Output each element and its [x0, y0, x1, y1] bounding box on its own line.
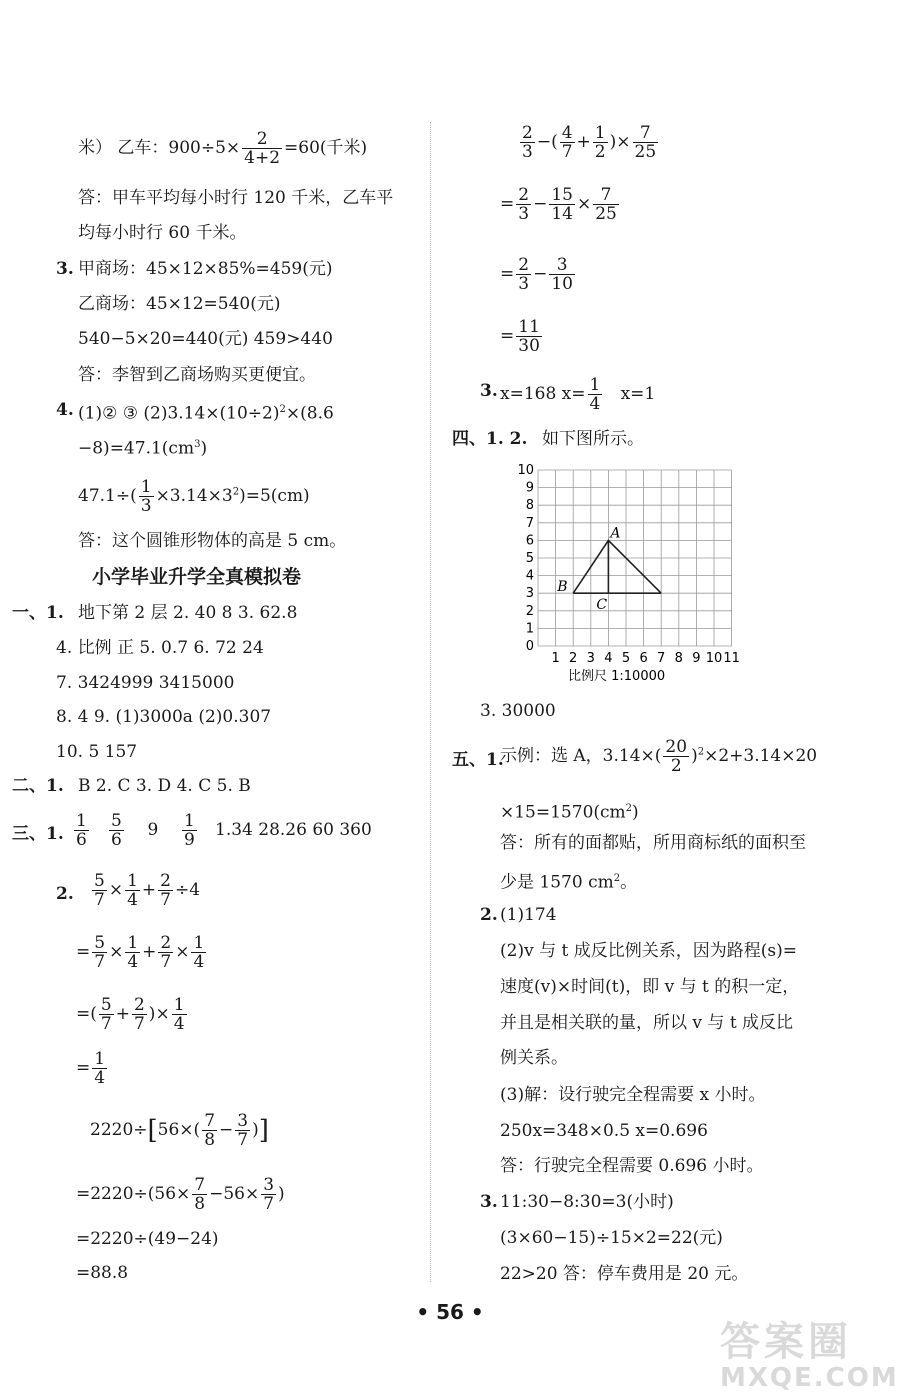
numerator: 3 [263, 1175, 275, 1195]
question-number: 3. [56, 259, 74, 279]
fraction [132, 996, 147, 1033]
superscript: 2 [279, 404, 286, 415]
right-q2-e: 例关系。 [500, 1048, 568, 1068]
denominator: 2 [670, 756, 682, 776]
fraction [520, 124, 535, 161]
axis-labels [517, 463, 739, 666]
triangle-lines [573, 540, 661, 593]
denominator: 4 [127, 890, 138, 910]
denominator: 14 [551, 204, 573, 224]
fraction [633, 124, 659, 161]
text: =( [76, 1004, 97, 1024]
numerator: 3 [237, 1111, 249, 1131]
text: =2220÷(56× [76, 1184, 191, 1204]
numerator: 7 [593, 186, 619, 205]
page-number: • 56 • [416, 1300, 484, 1324]
numerator: 1 [594, 123, 606, 143]
denominator: 6 [76, 830, 87, 850]
x-tick-label: 5 [621, 651, 631, 666]
right-expr-2: = $\frac{2}{3}$ − $\frac{15}{14}$ × $\frac{7}{25}$ [500, 185, 617, 224]
numerator: 4 [561, 123, 573, 143]
superscript: 3 [194, 439, 201, 450]
point-b-label: B [557, 579, 568, 596]
right-q2-a: (1)174 [500, 905, 557, 925]
denominator: 6 [111, 830, 122, 850]
y-tick-label: 2 [525, 603, 534, 619]
numerator: 1 [140, 477, 152, 497]
numerator: 7 [633, 124, 659, 143]
fraction [516, 186, 531, 223]
left-q3-a: 甲商场：45×12×85%=459(元) [78, 259, 333, 279]
section-marker: 五、1. [452, 750, 504, 770]
left-line-2: 答：甲车平均每小时行 120 千米，乙车平 [78, 188, 394, 208]
question-number: 3. [480, 381, 498, 401]
denominator: 25 [634, 142, 657, 162]
numerator: 5 [100, 995, 112, 1015]
expr-line-6: =2220÷(56× $\frac{7}{8}$ −56× $\frac{3}{7}$ ) [76, 1175, 285, 1214]
y-tick-label: 5 [525, 551, 534, 566]
text: (1)② ③ (2)3.14×(10÷2) [78, 403, 280, 424]
denominator: 10 [551, 274, 573, 294]
text: 56×( [157, 1120, 201, 1140]
y-tick-label: 1 [525, 621, 534, 637]
question-number: 3. [480, 1192, 498, 1212]
denominator: 7 [263, 1194, 275, 1214]
section-marker: 四、1. 2. [452, 429, 528, 449]
watermark-text: 答案圈 [720, 1319, 852, 1365]
numerator: 7 [194, 1175, 206, 1195]
text: 9 [147, 820, 159, 840]
x-tick-label: 2 [569, 651, 578, 666]
fraction [549, 186, 575, 223]
s1-row-2: 4. 比例 正 5. 0.7 6. 72 24 [56, 638, 264, 658]
denominator: 8 [204, 1130, 216, 1150]
denominator: 4 [127, 952, 139, 972]
question-number: 2. [480, 905, 498, 925]
text: + [141, 880, 157, 900]
numerator: 1 [183, 811, 195, 831]
x-tick-label: 7 [657, 651, 666, 666]
fraction [593, 186, 619, 223]
denominator: 30 [518, 336, 540, 356]
text: ×2+3.14×20 [704, 746, 818, 766]
numerator: 15 [551, 185, 573, 205]
text: ×15=1570(cm [500, 802, 626, 823]
text: × [108, 880, 124, 900]
x-tick-label: 11 [723, 651, 740, 666]
denominator: 25 [595, 204, 617, 224]
left-q4-d: 答：这个圆锥形物体的高是 5 cm。 [78, 531, 347, 551]
fraction [516, 256, 531, 293]
numerator: 1 [76, 811, 87, 831]
text: ÷4 [174, 880, 201, 900]
text: x=1 [620, 384, 656, 404]
denominator: 7 [100, 1014, 112, 1034]
point-a-label: A [610, 525, 621, 542]
denominator: 3 [518, 274, 530, 294]
denominator: 3 [522, 142, 533, 162]
expr-line-7: =2220÷(49−24) [76, 1229, 219, 1249]
x-tick-label: 8 [674, 651, 683, 666]
numerator: 1 [173, 995, 185, 1015]
superscript: 2 [697, 746, 705, 758]
expr-line-5: 2220÷[56×( $\frac{7}{8}$ − $\frac{3}{7}$ )] [90, 1111, 269, 1150]
fraction [74, 812, 89, 849]
left-line-1 [78, 130, 367, 167]
text: =60(千米) [284, 138, 368, 158]
numerator: 1 [589, 375, 601, 395]
denominator: 7 [94, 952, 106, 972]
denominator: 7 [237, 1130, 249, 1150]
right-q2-c: 速度(v)×时间(t)，即 v 与 t 的积一定， [500, 977, 800, 997]
right-q3b-c: 22>20 答：停车费用是 20 元。 [500, 1264, 749, 1284]
fraction [125, 934, 140, 971]
numerator: 3 [549, 256, 575, 275]
fraction [663, 738, 689, 775]
y-tick-label: 9 [525, 480, 534, 496]
text: ) [632, 802, 639, 823]
denominator: 4 [193, 952, 205, 972]
coordinate-grid [512, 462, 752, 692]
fraction [109, 812, 124, 849]
numerator: 2 [242, 130, 282, 149]
numerator: 5 [94, 871, 105, 891]
text: 示例：选 A，3.14×( [500, 746, 662, 766]
denominator: 4 [173, 1014, 185, 1034]
section-title: 小学毕业升学全真模拟卷 [92, 566, 302, 588]
right-expr-3: = $\frac{2}{3}$ − $\frac{3}{10}$ [500, 255, 573, 294]
section-marker: 三、1. [12, 824, 64, 844]
y-tick-label: 0 [525, 639, 534, 654]
y-tick-label: 8 [525, 498, 534, 514]
x-tick-label: 3 [586, 651, 595, 666]
fraction [593, 124, 608, 161]
text: × [155, 1004, 170, 1024]
text: 少是 1570 cm [500, 872, 614, 893]
right-q3b-b: (3×60−15)÷15×2=22(元) [500, 1228, 723, 1248]
fraction [588, 376, 603, 413]
numerator: 1 [127, 871, 138, 891]
s2-row: B 2. C 3. D 4. C 5. B [78, 776, 251, 796]
fraction [92, 872, 107, 909]
fraction [560, 124, 575, 161]
denominator: 7 [160, 952, 172, 972]
text: x=168 x= [500, 384, 586, 404]
denominator: 7 [133, 1014, 145, 1034]
right-q2-h: 答：行驶完全程需要 0.696 小时。 [500, 1156, 764, 1176]
text: ×3.14×3 [155, 486, 233, 506]
numerator: 7 [204, 1111, 216, 1131]
numerator: 1 [127, 933, 139, 953]
numerator: 2 [518, 185, 530, 205]
superscript: 2 [613, 873, 621, 884]
x-tick-label: 10 [705, 651, 723, 666]
y-tick-label: 10 [517, 463, 534, 478]
left-line-3: 均每小时行 60 千米。 [78, 223, 247, 243]
watermark [720, 1310, 899, 1393]
x-tick-label: 1 [551, 651, 560, 666]
s1-row-3: 7. 3424999 3415000 [56, 673, 235, 693]
numerator: 2 [518, 255, 530, 275]
fraction [139, 478, 154, 515]
text: = [76, 942, 91, 962]
fraction [261, 1176, 276, 1213]
text: −56× [209, 1184, 260, 1204]
numerator: 1 [193, 933, 205, 953]
right-s4-text: 如下图所示。 [542, 429, 644, 449]
text: 2220÷ [90, 1120, 148, 1140]
left-q3-c: 540−5×20=440(元) 459>440 [78, 329, 333, 349]
text: × [175, 942, 190, 962]
fraction [92, 934, 107, 971]
right-q2-f: (3)解：设行驶完全程需要 x 小时。 [500, 1085, 766, 1105]
text: −8)=47.1(cm [78, 438, 195, 459]
expr-line-3: =( $\frac{5}{7}$ + $\frac{2}{7}$ )× $\frac{1}{4}$ [76, 995, 185, 1034]
left-q3-b: 乙商场：45×12=540(元) [78, 294, 281, 314]
y-tick-label: 6 [525, 533, 534, 549]
fraction [125, 872, 140, 909]
fraction [549, 256, 575, 293]
fraction [202, 1112, 217, 1149]
denominator: 7 [94, 890, 105, 910]
denominator: 4+2 [244, 148, 281, 168]
x-tick-label: 4 [604, 651, 613, 666]
fraction [191, 934, 206, 971]
expr-line-8: =88.8 [76, 1263, 129, 1283]
right-q3 [500, 376, 655, 413]
text: 1.34 28.26 60 360 [215, 820, 372, 840]
expr-line-4 [76, 1050, 109, 1087]
right-q2-g: 250x=348×0.5 x=0.696 [500, 1121, 708, 1141]
left-q4-a [78, 399, 334, 425]
s3-row-1 [72, 812, 372, 849]
fraction [99, 996, 114, 1033]
fraction [235, 1112, 250, 1149]
text: ) [200, 438, 208, 459]
fraction [516, 318, 542, 355]
expr-line-1 [90, 872, 200, 909]
y-tick-label: 4 [525, 568, 534, 584]
denominator: 2 [594, 142, 606, 162]
watermark-url: MXQE.COM [720, 1363, 899, 1393]
left-q4-b [78, 434, 207, 460]
text: )=5(cm) [239, 486, 310, 506]
denominator: 4 [94, 1068, 106, 1088]
s1-row-5: 10. 5 157 [56, 742, 138, 762]
fraction [182, 812, 197, 849]
text: 47.1÷( [78, 486, 137, 506]
right-q2-d: 并且是相关联的量，所以 v 与 t 成反比 [500, 1013, 794, 1033]
right-s5-b [500, 798, 639, 824]
grid-lines [538, 470, 732, 646]
fraction [192, 1176, 207, 1213]
text: × [109, 942, 124, 962]
text: + [115, 1004, 130, 1024]
question-number: 2. [56, 884, 74, 904]
numerator: 2 [160, 871, 171, 891]
text: + [142, 942, 157, 962]
text: 米） 乙车：900÷5× [78, 138, 241, 158]
superscript: 2 [232, 486, 240, 498]
s1-row-4: 8. 4 9. (1)3000a (2)0.307 [56, 707, 272, 727]
numerator: 20 [665, 737, 688, 757]
section-marker: 二、1. [12, 776, 64, 796]
numerator: 2 [133, 995, 145, 1015]
right-s5-a: 示例：选 A，3.14×( $\frac{20}{2}$ )$^2$×2+3.14×20 [500, 737, 818, 776]
x-tick-label: 9 [692, 651, 701, 666]
denominator: 4 [589, 394, 601, 414]
fraction [92, 1050, 107, 1087]
denominator: 7 [160, 890, 171, 910]
left-q4-c [78, 478, 310, 515]
column-divider [430, 122, 431, 1282]
right-s5-c: 答：所有的面都贴，所用商标纸的面积至 [500, 833, 806, 853]
superscript: 2 [625, 803, 633, 814]
right-expr-4: = $\frac{11}{30}$ [500, 317, 540, 356]
denominator: 9 [183, 830, 195, 850]
numerator: 1 [94, 1049, 106, 1069]
text: 。 [620, 872, 638, 893]
denominator: 3 [140, 496, 152, 516]
point-c-label: C [596, 597, 608, 614]
denominator: 8 [194, 1194, 206, 1214]
denominator: 7 [561, 142, 573, 162]
y-tick-label: 7 [525, 515, 534, 531]
fraction [158, 872, 173, 909]
text: = [76, 1058, 91, 1078]
right-s5-d [500, 868, 637, 894]
fraction [158, 934, 173, 971]
numerator: 2 [522, 123, 533, 143]
numerator: 5 [111, 811, 122, 831]
scale-label: 比例尺 1:10000 [568, 669, 666, 684]
right-expr-1: $\frac{2}{3}$ −( $\frac{4}{7}$ + $\frac{1}{2}$ )× $\frac{7}{25}$ [522, 123, 657, 162]
y-tick-label: 3 [525, 586, 534, 602]
denominator: 3 [518, 204, 530, 224]
numerator: 11 [518, 317, 540, 337]
triangle-figure [573, 540, 661, 593]
s1-row-1: 地下第 2 层 2. 40 8 3. 62.8 [78, 603, 298, 623]
right-q4-3: 3. 30000 [480, 701, 556, 721]
section-marker: 一、1. [12, 603, 64, 623]
left-q3-d: 答：李智到乙商场购买更便宜。 [78, 365, 316, 385]
question-number: 4. [56, 400, 74, 420]
fraction [242, 130, 282, 167]
right-q2-b: (2)v 与 t 成反比例关系，因为路程(s)= [500, 941, 797, 961]
x-tick-label: 6 [639, 651, 648, 666]
numerator: 2 [160, 933, 172, 953]
expr-line-2 [76, 934, 208, 971]
fraction [172, 996, 187, 1033]
right-q3b-a: 11:30−8:30=3(小时) [500, 1192, 674, 1212]
numerator: 5 [94, 933, 106, 953]
text: ×(8.6 [285, 403, 334, 424]
